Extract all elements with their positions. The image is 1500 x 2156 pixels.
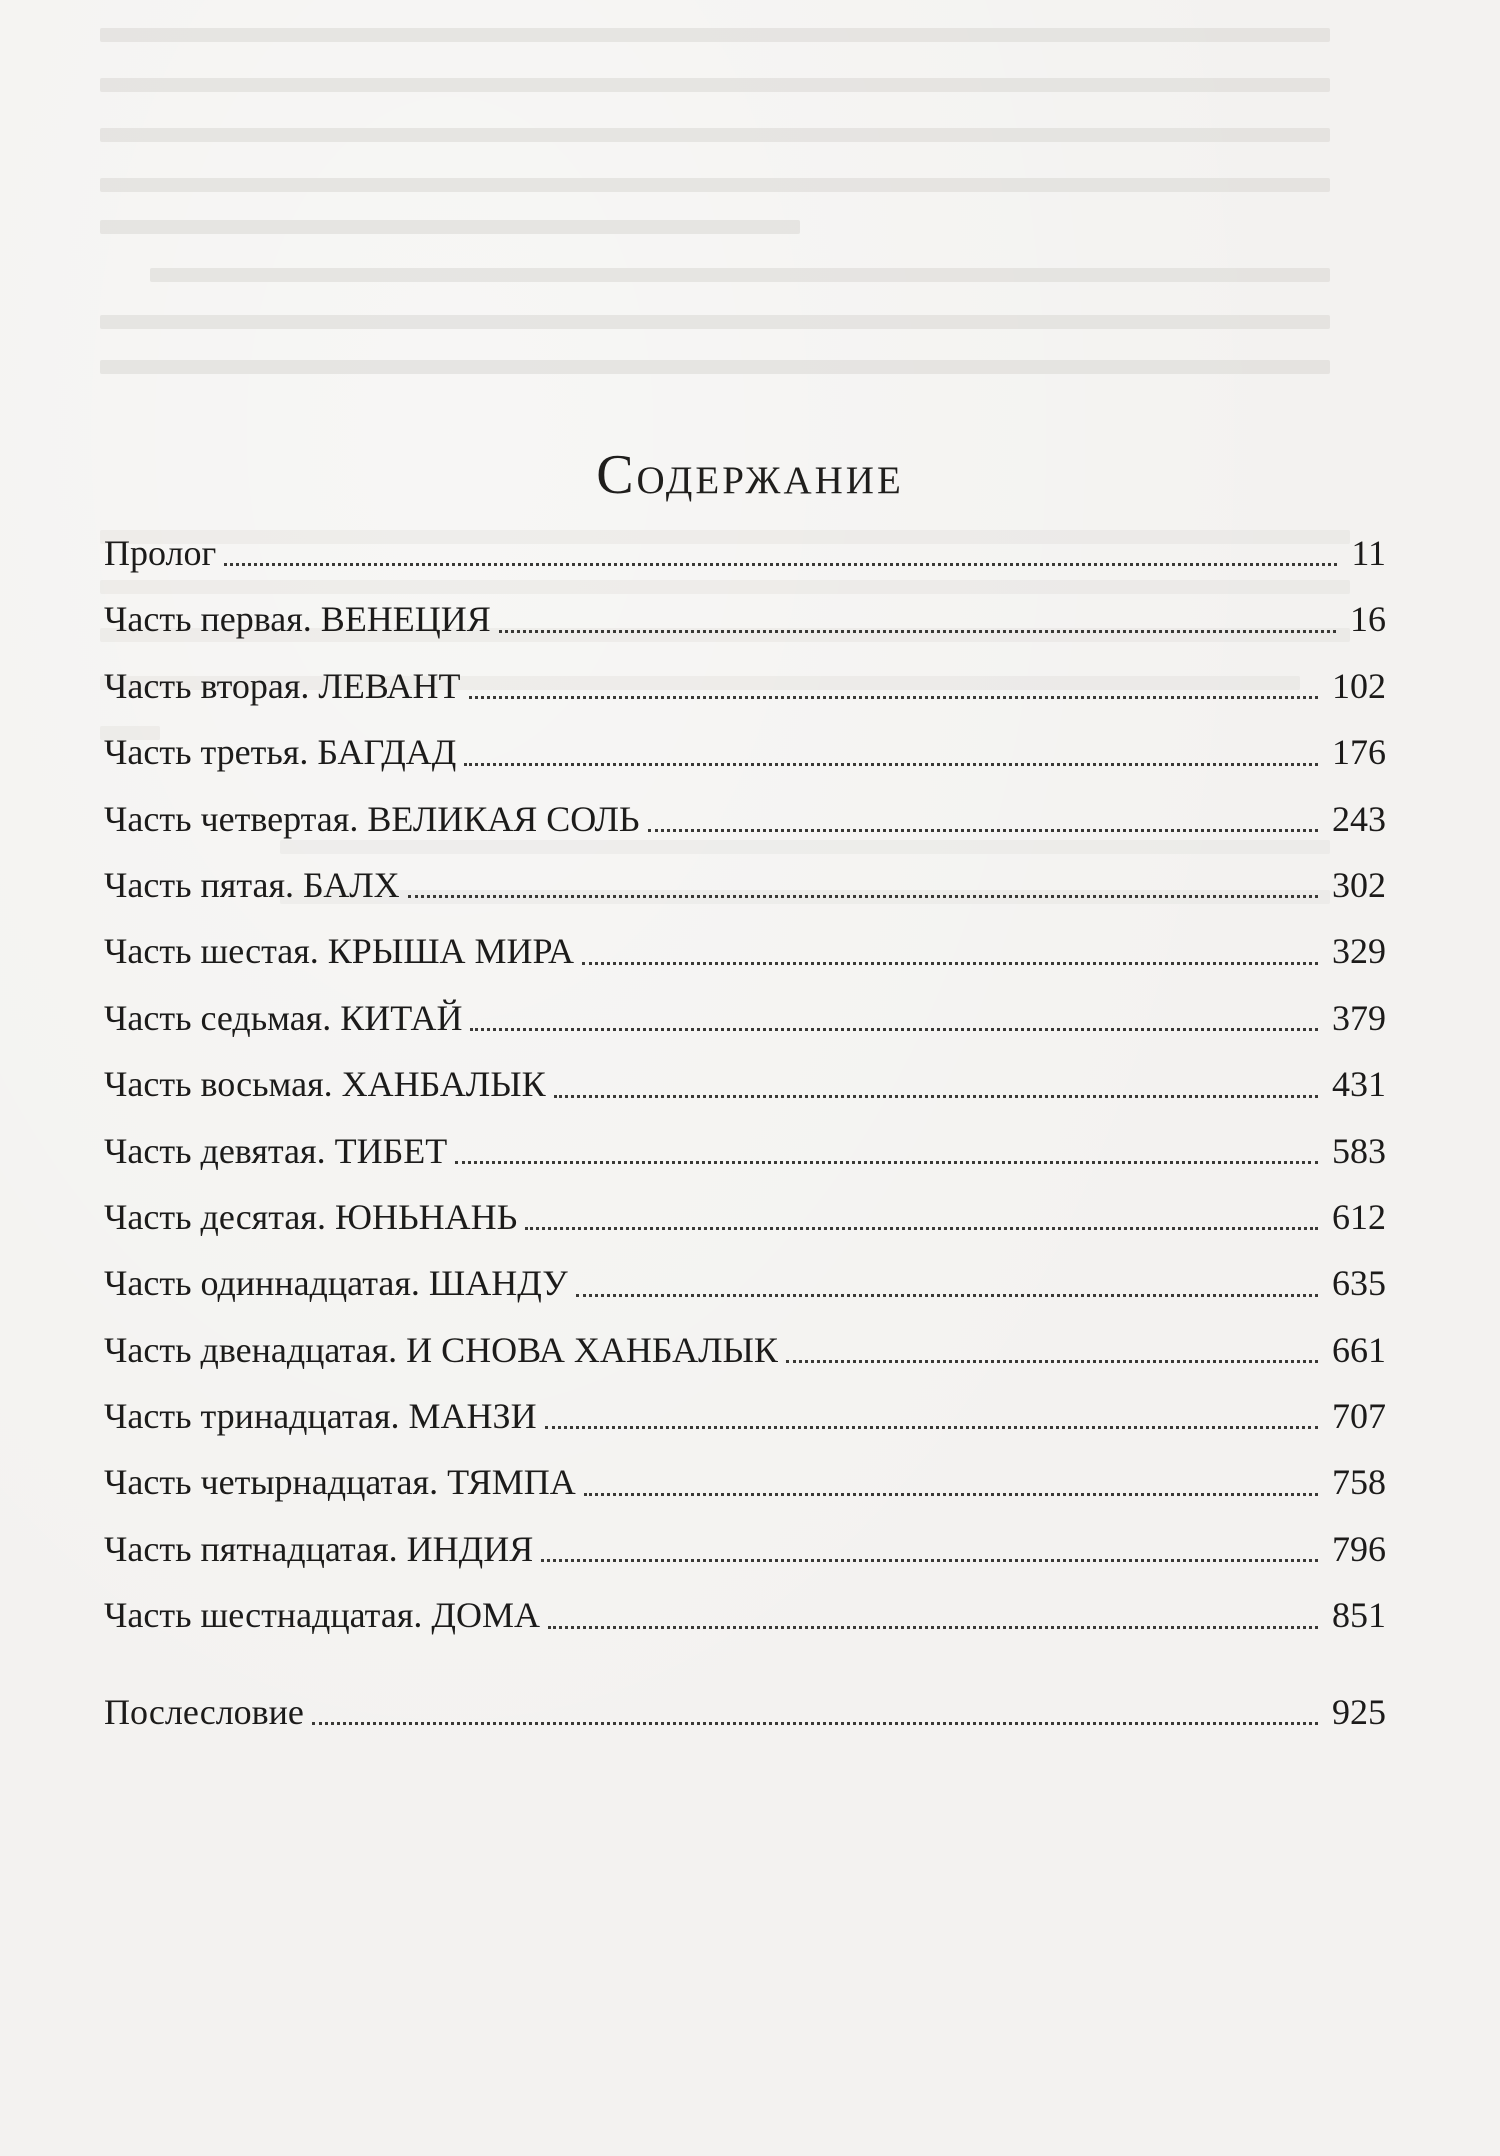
toc-entry-page: 796 [1332,1528,1386,1569]
toc-entry [104,786,1386,852]
toc-entry-page: 379 [1332,997,1386,1038]
dot-leader [499,630,1336,633]
toc-entry [104,918,1386,984]
dot-leader [554,1095,1318,1098]
dot-leader [576,1294,1318,1297]
toc-entry [104,1383,1386,1449]
toc-entry [104,1051,1386,1117]
toc-entry-title: Часть пятнадцатая. ИНДИЯ [104,1528,534,1569]
toc-entry-page: 102 [1332,665,1386,706]
section-gap [104,1649,1386,1679]
toc-entry-title: Часть вторая. ЛЕВАНТ [104,665,461,706]
toc-entry-page: 176 [1332,732,1386,773]
toc-entry-title: Часть пятая. БАЛХ [104,864,400,905]
dot-leader [469,696,1318,699]
dot-leader [584,1493,1318,1496]
dot-leader [455,1161,1318,1164]
toc-entry-page: 243 [1332,798,1386,839]
toc-entry-title: Часть шестая. КРЫША МИРА [104,931,574,972]
toc-entry-page: 851 [1332,1595,1386,1636]
toc-entry-page: 16 [1350,599,1386,640]
toc-entry-title: Часть шестнадцатая. ДОМА [104,1595,540,1636]
toc-entry [104,1582,1386,1648]
toc-entry-title: Часть одиннадцатая. ШАНДУ [104,1263,568,1304]
page-title: Содержание [596,443,904,506]
toc-entry [104,719,1386,785]
toc-entry [104,1516,1386,1582]
dot-leader [541,1559,1318,1562]
toc-entry-title: Часть четырнадцатая. ТЯМПА [104,1462,576,1503]
dot-leader [470,1028,1318,1031]
toc-entry-title: Послесловие [104,1691,304,1732]
dot-leader [525,1227,1318,1230]
dot-leader [224,563,1337,566]
dot-leader [408,895,1318,898]
toc-entry-title: Часть девятая. ТИБЕТ [104,1130,448,1171]
toc-entry-title: Часть четвертая. ВЕЛИКАЯ СОЛЬ [104,798,640,839]
table-of-contents [104,520,1386,1745]
toc-entry-page: 758 [1332,1462,1386,1503]
toc-entry [104,1317,1386,1383]
toc-entry-title: Часть восьмая. ХАНБАЛЫК [104,1064,546,1105]
toc-entry-page: 925 [1332,1691,1386,1732]
toc-entry-page: 661 [1332,1329,1386,1370]
dot-leader [312,1722,1318,1725]
toc-entry [104,985,1386,1051]
toc-entry [104,1118,1386,1184]
toc-entry-title: Часть двенадцатая. И СНОВА ХАНБАЛЫК [104,1329,778,1370]
toc-entry-title: Часть тринадцатая. МАНЗИ [104,1396,537,1437]
toc-entry [104,520,1386,586]
toc-entry-page: 329 [1332,931,1386,972]
toc-entry-title: Часть третья. БАГДАД [104,732,457,773]
toc-entry-afterword [104,1679,1386,1745]
dot-leader [786,1360,1318,1363]
toc-entry-page: 707 [1332,1396,1386,1437]
toc-entry-page: 635 [1332,1263,1386,1304]
toc-entry-title: Часть первая. ВЕНЕЦИЯ [104,599,491,640]
toc-entry [104,1449,1386,1515]
toc-entry-title: Часть десятая. ЮНЬНАНЬ [104,1196,518,1237]
dot-leader [464,763,1318,766]
toc-entry-page: 612 [1332,1196,1386,1237]
dot-leader [548,1626,1318,1629]
toc-entry [104,1184,1386,1250]
toc-entry-page: 431 [1332,1064,1386,1105]
toc-entry [104,586,1386,652]
dot-leader [545,1426,1318,1429]
toc-entry [104,1250,1386,1316]
dot-leader [582,962,1318,965]
toc-entry [104,653,1386,719]
toc-entry-title: Часть седьмая. КИТАЙ [104,997,463,1038]
toc-entry-page: 11 [1351,533,1386,573]
toc-entry-page: 583 [1332,1130,1386,1171]
toc-entry-page: 302 [1332,864,1386,905]
dot-leader [648,829,1318,832]
toc-entry-title: Пролог [104,533,217,573]
toc-entry [104,852,1386,918]
